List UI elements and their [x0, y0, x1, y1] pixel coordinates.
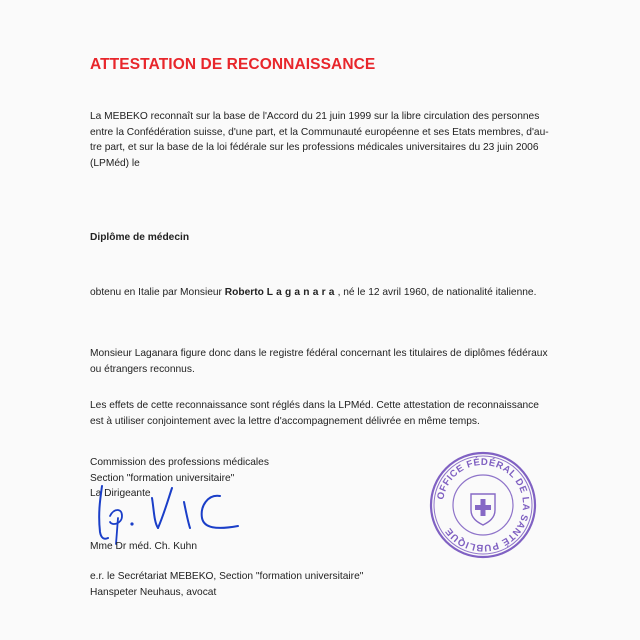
official-stamp [428, 450, 538, 560]
handwritten-signature [88, 478, 248, 548]
effects-line: Les effets de cette reconnaissance sont réglés dans la LPMéd. Cette attestation de reconnaissance [90, 400, 539, 411]
effects-paragraph [90, 398, 610, 429]
secretariat-line: e.r. le Secrétariat MEBEKO, Section "formation universitaire" [90, 571, 364, 582]
swiss-cross-icon [471, 494, 495, 525]
obtained-paragraph [90, 285, 610, 301]
intro-line: La MEBEKO reconnaît sur la base de l'Accord du 21 juin 1999 sur la libre circulation des personnes [90, 111, 540, 122]
stamp-text: OFFICE FÉDÉRAL DE LA SANTÉ PUBLIQUE [435, 456, 532, 554]
obtained-prefix: obtenu en Italie par Monsieur [90, 287, 225, 298]
commission-line: Section "formation universitaire" [90, 472, 235, 484]
intro-line: (LPMéd) le [90, 157, 140, 169]
commission-line: Commission des professions médicales [90, 457, 269, 468]
intro-paragraph [90, 109, 610, 171]
registry-line: Monsieur Laganara figure donc dans le registre fédéral concernant les titulaires de diplômes fédéraux [90, 348, 548, 359]
holder-last-name: Laganara [266, 287, 338, 298]
secretariat-block [90, 569, 363, 600]
obtained-line [90, 285, 610, 301]
diploma-name: Diplôme de médecin [90, 232, 190, 243]
effects-line: est à utiliser conjointement avec la lettre d'accompagnement délivrée en même temps. [90, 415, 480, 427]
intro-line: entre la Confédération suisse, d'une part, et la Communauté européenne et ses Etats membres, d'au- [90, 126, 549, 138]
registry-line: ou étrangers reconnus. [90, 363, 195, 375]
holder-first-name: Roberto [224, 287, 264, 298]
document-title: ATTESTATION DE RECONNAISSANCE [90, 56, 376, 73]
secretariat-line: Hanspeter Neuhaus, avocat [90, 586, 217, 598]
obtained-suffix: , né le 12 avril 1960, de nationalité italienne. [337, 287, 537, 298]
intro-line: tre part, et sur la base de la loi fédérale sur les professions médicales universitaires du 23 juin 2006 [90, 142, 539, 154]
commission-line: La Dirigeante [90, 488, 151, 500]
signatory-name: Mme Dr méd. Ch. Kuhn [90, 541, 198, 552]
registry-paragraph [90, 346, 610, 377]
